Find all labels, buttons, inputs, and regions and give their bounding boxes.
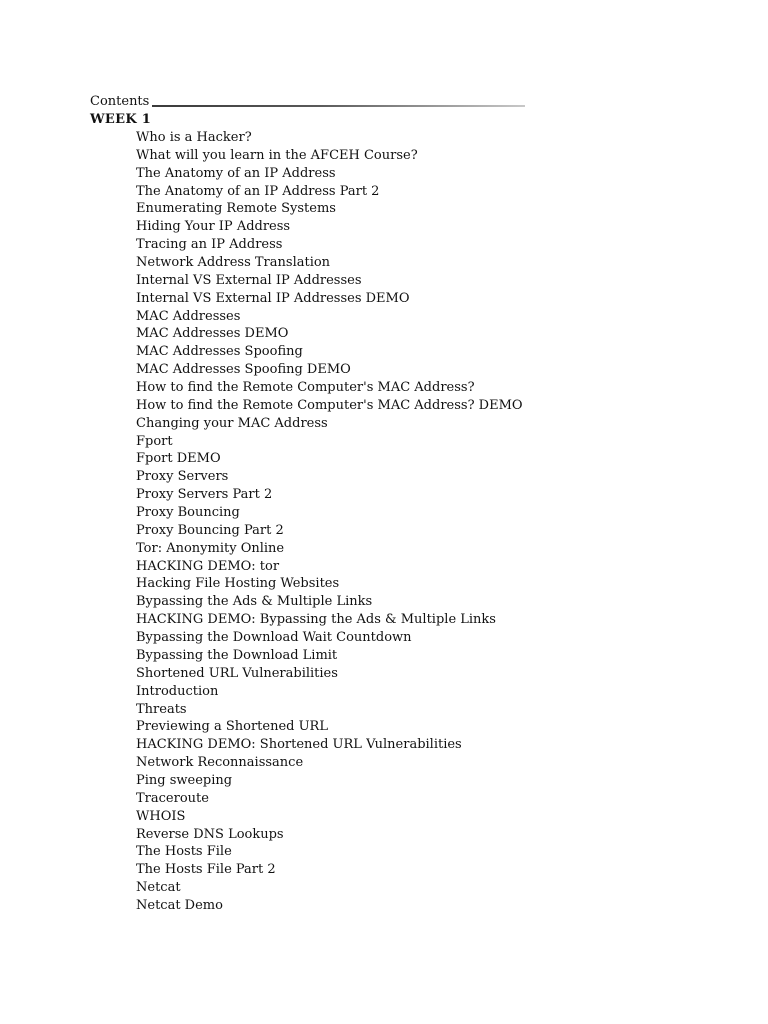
toc-entry[interactable]: Bypassing the Ads & Multiple Links bbox=[136, 594, 373, 610]
toc-entry[interactable]: Netcat Demo bbox=[136, 897, 223, 913]
toc-entry[interactable]: The Anatomy of an IP Address bbox=[136, 165, 336, 181]
toc-entry[interactable]: How to find the Remote Computer's MAC Address? DEMO bbox=[136, 397, 523, 413]
toc-entry[interactable]: Tracing an IP Address bbox=[136, 237, 283, 253]
toc-entry[interactable]: The Hosts File bbox=[136, 844, 232, 860]
contents-header bbox=[90, 93, 525, 111]
toc-list bbox=[136, 129, 523, 915]
toc-entry[interactable]: Proxy Bouncing bbox=[136, 505, 240, 521]
toc-entry[interactable]: HACKING DEMO: Shortened URL Vulnerabilities bbox=[136, 737, 462, 753]
toc-entry[interactable]: Proxy Servers bbox=[136, 469, 229, 485]
toc-entry[interactable]: Internal VS External IP Addresses DEMO bbox=[136, 290, 410, 306]
toc-entry[interactable]: Bypassing the Download Wait Countdown bbox=[136, 630, 412, 646]
toc-entry[interactable]: What will you learn in the AFCEH Course? bbox=[136, 147, 418, 163]
toc-entry[interactable]: Tor: Anonymity Online bbox=[136, 540, 285, 556]
toc-entry[interactable]: Proxy Servers Part 2 bbox=[136, 487, 273, 503]
toc-entry[interactable]: HACKING DEMO: tor bbox=[136, 558, 280, 574]
toc-entry[interactable]: Bypassing the Download Limit bbox=[136, 647, 338, 663]
toc-entry[interactable]: HACKING DEMO: Bypassing the Ads & Multiple Links bbox=[136, 612, 496, 628]
toc-entry[interactable]: Network Reconnaissance bbox=[136, 755, 304, 771]
toc-entry[interactable]: Introduction bbox=[136, 683, 219, 699]
week-heading: WEEK 1 bbox=[90, 112, 152, 127]
toc-entry[interactable]: Changing your MAC Address bbox=[136, 415, 328, 431]
toc-entry[interactable]: Fport bbox=[136, 433, 173, 449]
toc-entry[interactable]: How to find the Remote Computer's MAC Address? bbox=[136, 380, 475, 396]
toc-entry[interactable]: MAC Addresses Spoofing bbox=[136, 344, 303, 360]
toc-entry[interactable]: Reverse DNS Lookups bbox=[136, 826, 284, 842]
toc-entry[interactable]: MAC Addresses DEMO bbox=[136, 326, 289, 342]
toc-entry[interactable]: Hiding Your IP Address bbox=[136, 219, 291, 235]
toc-entry[interactable]: Fport DEMO bbox=[136, 451, 221, 467]
toc-entry[interactable]: Traceroute bbox=[136, 790, 209, 806]
toc-entry[interactable]: Ping sweeping bbox=[136, 772, 233, 788]
toc-entry[interactable]: Who is a Hacker? bbox=[136, 130, 252, 145]
toc-entry[interactable]: Network Address Translation bbox=[136, 255, 331, 271]
toc-entry[interactable]: Enumerating Remote Systems bbox=[136, 201, 336, 217]
contents-rule bbox=[152, 105, 525, 107]
toc-entry[interactable]: Threats bbox=[136, 701, 187, 717]
toc-entry[interactable]: The Anatomy of an IP Address Part 2 bbox=[136, 183, 380, 199]
toc-entry[interactable]: Netcat bbox=[136, 880, 181, 896]
toc-entry[interactable]: Internal VS External IP Addresses bbox=[136, 272, 362, 288]
contents-label: Contents bbox=[90, 94, 150, 109]
toc-entry[interactable]: Previewing a Shortened URL bbox=[136, 719, 328, 735]
toc-entry[interactable]: Proxy Bouncing Part 2 bbox=[136, 522, 284, 538]
toc-entry[interactable]: WHOIS bbox=[136, 808, 186, 824]
toc-entry[interactable]: Hacking File Hosting Websites bbox=[136, 576, 340, 592]
toc-entry[interactable]: The Hosts File Part 2 bbox=[136, 862, 276, 878]
toc-entry[interactable]: Shortened URL Vulnerabilities bbox=[136, 665, 338, 681]
toc-entry[interactable]: MAC Addresses Spoofing DEMO bbox=[136, 362, 351, 378]
toc-entry[interactable]: MAC Addresses bbox=[136, 308, 241, 324]
